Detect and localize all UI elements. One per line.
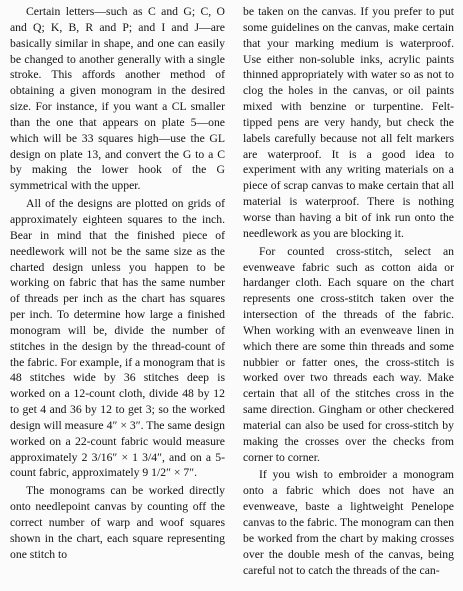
paragraph-similar-letters: Certain letters—such as C and G; C, O and Q; K, B, R and P; and I and J—are basically similar in shape, and one can easily be changed to another generally with a single stroke. This affords another method of obtaining a given monogram in the desired size. For instance, if you want a CL smaller than the one that appears on plate 5—one which will be 33 squares high—use the GL design on plate 13, and convert the G to a C by making the lower hook of the G symmetrical with the upper. — [10, 5, 225, 193]
paragraph-grid-sizing: All of the designs are plotted on grids of approximately eighteen squares to the inch. Bear in mind that the finished piece of needlework will not be the same size as the charted design unless you happen to be working on fabric that has the same number of threads per inch as the chart has squares per inch. To determine how large a finished monogram will be, divide the number of stitches in the design by the thread-count of the fabric. For example, if a monogram that is 48 stitches wide by 36 stitches deep is worked on a 12-count cloth, divide 48 by 12 to get 4 and 36 by 12 to get 3; so the worked design will measure 4″ × 3″. The same design worked on a 22-count fabric would measure approximately 2 3/16″ × 1 3/4″, and on a 5-count fabric, approximately 9 1/2″ × 7″. — [10, 197, 225, 480]
right-text-column — [243, 4, 454, 578]
paragraph-penelope-canvas: If you wish to embroider a monogram onto a fabric which does not have an evenweave, baste a lightweight Penelope canvas to the fabric. The monogram can then be worked from the chart by making crosses over the double mesh of the canvas, being careful not to catch the threads of the can- — [243, 468, 454, 577]
left-text-column — [10, 4, 225, 563]
paragraph-counted-cross-stitch: For counted cross-stitch, select an evenweave fabric such as cotton aida or hardanger cloth. Each square on the chart represents one cross-stitch taken over the intersection of the threads of the fabric. When working with an evenweave linen in which there are some thin threads and some nubbier or fatter ones, the cross-stitch is worked over two threads each way. Make certain that all of the stitches cross in the same direction. Gingham or other checkered material can also be used for cross-stitch by making the crosses over the checks from corner to corner. — [243, 244, 454, 464]
paragraph-marking-medium: be taken on the canvas. If you prefer to put some guidelines on the canvas, make certain that your marking medium is waterproof. Use either non-soluble inks, acrylic paints thinned appropriately with water so as not to clog the holes in the canvas, or oil paints mixed with benzine or turpentine. Felt-tipped pens are very handy, but check the labels carefully because not all felt markers are waterproof. It is a good idea to experiment with any writing materials on a piece of scrap canvas to make certain that all material is waterproof. There is nothing worse than having a bit of ink run onto the needlework as you are blocking it. — [243, 5, 454, 240]
paragraph-needlepoint-canvas: The monograms can be worked directly onto needlepoint canvas by counting off the correct number of warp and woof squares shown in the chart, each square representing one stitch to — [10, 484, 225, 561]
